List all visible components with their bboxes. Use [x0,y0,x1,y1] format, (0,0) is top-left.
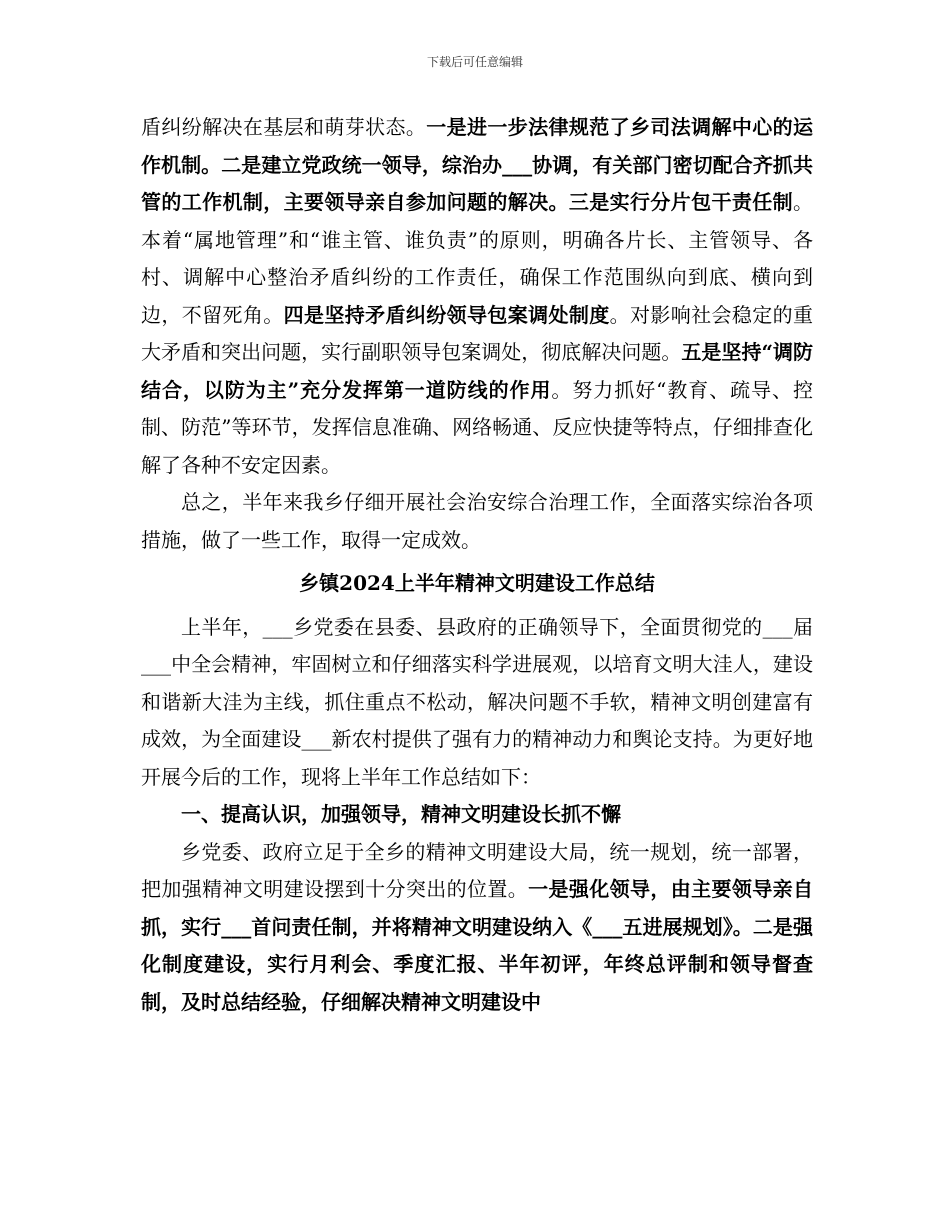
paragraph-intro: 上半年，___乡党委在县委、县政府的正确领导下，全面贯彻党的___届___中全会精神，牢固树立和仔细落实科学进展观，以培育文明大洼人，建设和谐新大洼为主线，抓住重点不松动，解决问题不手软，精神文明创建富有成效，为全面建设___新农村提供了强有力的精神动力和舆论支持。为更好地开展今后的工作，现将上半年工作总结如下： [141,614,813,789]
paragraph-summary: 总之，半年来我乡仔细开展社会治安综合治理工作，全面落实综治各项措施，做了一些工作，取得一定成效。 [141,490,813,552]
document-body [141,109,813,1021]
paragraph-dispute-resolution [141,109,813,484]
bold-segment: 五是坚持“调防结合，以防为主”充分发挥第一道防线的作用 [141,340,813,402]
heading-section-1: 一、提高认识，加强领导，精神文明建设长抓不懈 [181,802,621,826]
text-segment: 。对影响社会稳定的重大矛盾和突出问题，实行副职领导包案调处，彻底解决问题。 [141,302,813,364]
text-segment: 乡党委、政府立足于全乡的精神文明建设大局，统一规划，统一部署，把加强精神文明建设摆到十分突出的位置。 [141,839,813,901]
paragraph-leadership [141,834,813,1022]
bold-segment: 一是进一步法律规范了乡司法调解中心的运作机制。二是建立党政统一领导，综治办___协调，有关部门密切配合齐抓共管的工作机制，主要领导亲自参加问题的解决。三是实行分片包干责任制 [141,115,813,214]
section-title: 乡镇2024上半年精神文明建设工作总结 [299,571,655,595]
page-header: 下载后可任意编辑 [426,55,523,69]
bold-segment: 四是坚持矛盾纠纷领导包案调处制度 [283,302,610,327]
text-segment: 盾纠纷解决在基层和萌芽状态。 [141,115,427,139]
bold-segment: 一是强化领导，由主要领导亲自抓，实行___首问责任制，并将精神文明建设纳入《___五进展规划》。二是强化制度建设，实行月利会、季度汇报、半年初评，年终总评制和领导督查制，及时总结经验，仔细解决精神文明建设中 [141,877,813,1014]
text-segment: 。本着“属地管理”和“谁主管、谁负责”的原则，明确各片长、主管领导、各村、调解中心整治矛盾纠纷的工作责任，确保工作范围纵向到底、横向到边，不留死角。 [141,190,813,327]
text-segment: 。努力抓好“教育、疏导、控制、防范”等环节，发挥信息准确、网络畅通、反应快捷等特点，仔细排查化解了各种不安定因素。 [141,377,813,477]
